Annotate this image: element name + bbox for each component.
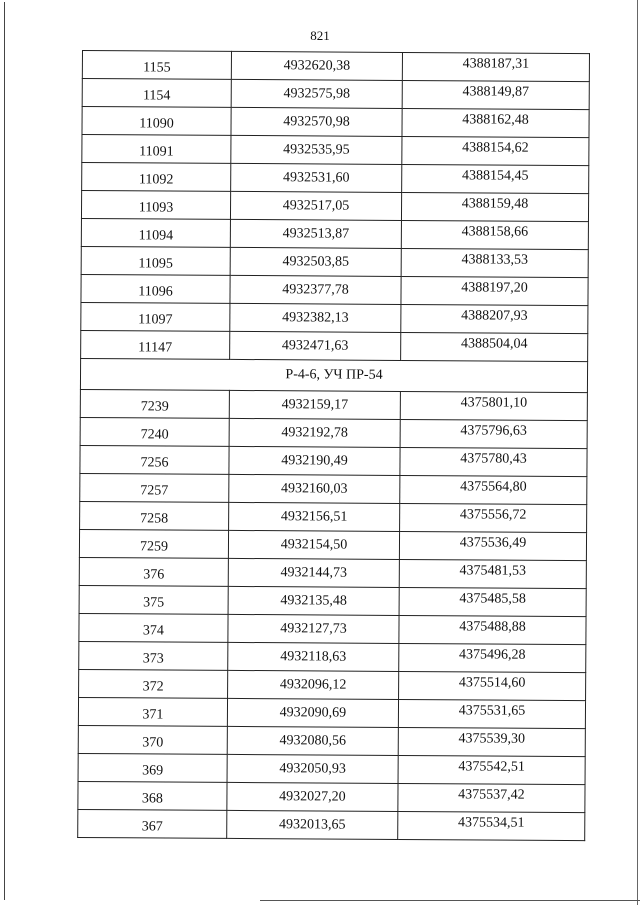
point-number-cell (81, 218, 230, 247)
y-coordinate-value: 4388154,45 (461, 167, 529, 184)
y-coordinate-cell (400, 419, 587, 448)
table-row (78, 725, 585, 756)
y-coordinate-cell (398, 811, 585, 840)
point-number-cell (82, 163, 231, 192)
x-coordinate-value: 4932517,05 (282, 197, 350, 214)
y-coordinate-cell (398, 699, 585, 728)
point-number-cell (81, 302, 230, 331)
x-coordinate-value: 4932620,38 (283, 57, 351, 74)
x-coordinate-value: 4932118,63 (280, 648, 347, 665)
y-coordinate-value: 4388504,04 (460, 335, 528, 352)
y-coordinate-value: 4375534,51 (457, 814, 525, 831)
point-number-value: 374 (142, 622, 165, 639)
point-number-value: 7240 (140, 426, 169, 443)
x-coordinate-cell (229, 418, 400, 447)
y-coordinate-cell (401, 248, 588, 277)
point-number-value: 11096 (138, 283, 173, 300)
x-coordinate-value: 4932160,03 (281, 480, 348, 497)
x-coordinate-value: 4932531,60 (282, 169, 350, 186)
table-row (82, 135, 589, 166)
x-coordinate-cell (230, 331, 401, 360)
x-coordinate-cell (230, 219, 401, 248)
y-coordinate-value: 4375514,60 (458, 674, 526, 691)
section-title: Р-4-6, УЧ ПР-54 (80, 358, 587, 392)
y-coordinate-cell (401, 276, 588, 305)
table-row (80, 417, 587, 448)
y-coordinate-cell (401, 220, 588, 249)
x-coordinate-cell (230, 275, 401, 304)
point-number-value: 11093 (138, 199, 174, 216)
point-number-cell (81, 274, 230, 303)
x-coordinate-cell (230, 191, 401, 220)
point-number-cell (78, 697, 227, 726)
x-coordinate-value: 4932570,98 (283, 113, 350, 130)
x-coordinate-value: 4932144,73 (280, 564, 348, 581)
y-coordinate-value: 4375531,65 (458, 702, 526, 719)
point-number-value: 367 (141, 818, 163, 835)
y-coordinate-cell (398, 727, 585, 756)
y-coordinate-cell (399, 531, 586, 560)
point-number-cell (80, 417, 229, 446)
x-coordinate-value: 4932050,93 (279, 760, 346, 777)
x-coordinate-value: 4932377,78 (282, 281, 349, 298)
table-row (81, 218, 588, 249)
point-number-cell (78, 809, 227, 838)
x-coordinate-value: 4932013,65 (278, 816, 346, 833)
point-number-cell (82, 79, 231, 108)
x-coordinate-cell (231, 79, 402, 108)
point-number-value: 375 (143, 594, 165, 611)
x-coordinate-cell (230, 303, 401, 332)
x-coordinate-value: 4932190,49 (281, 452, 348, 469)
x-coordinate-cell (227, 782, 398, 811)
x-coordinate-cell (230, 247, 401, 276)
point-number-cell (79, 529, 228, 558)
table-row (81, 246, 588, 277)
table-row (80, 501, 587, 532)
y-coordinate-value: 4375485,58 (459, 590, 526, 607)
x-coordinate-cell (231, 107, 402, 136)
y-coordinate-cell (400, 503, 587, 532)
y-coordinate-value: 4375796,63 (460, 422, 527, 439)
point-number-cell (80, 445, 229, 474)
y-coordinate-cell (400, 475, 587, 504)
x-coordinate-cell (228, 586, 399, 615)
coordinates-table-wrapper (77, 50, 586, 841)
x-coordinate-cell (231, 135, 402, 164)
table-row (79, 529, 586, 560)
x-coordinate-cell (227, 754, 398, 783)
x-coordinate-cell (228, 530, 399, 559)
x-coordinate-value: 4932503,85 (282, 253, 350, 270)
table-row (80, 473, 587, 504)
y-coordinate-cell (399, 587, 586, 616)
table-row (79, 557, 586, 588)
section-header-row (80, 358, 587, 392)
point-number-cell (78, 725, 227, 754)
scan-edge-bottom (260, 900, 640, 901)
y-coordinate-value: 4388187,31 (462, 55, 530, 72)
point-number-value: 11095 (138, 255, 173, 272)
y-coordinate-value: 4388149,87 (462, 83, 530, 100)
y-coordinate-value: 4375481,53 (459, 562, 527, 579)
table-row (79, 641, 586, 672)
point-number-value: 1154 (142, 87, 171, 104)
page-number: 821 (310, 28, 330, 43)
y-coordinate-cell (401, 304, 588, 333)
y-coordinate-cell (402, 108, 589, 137)
x-coordinate-value: 4932382,13 (282, 309, 349, 326)
table-row (81, 191, 588, 222)
x-coordinate-cell (229, 474, 400, 503)
y-coordinate-cell (402, 52, 589, 81)
point-number-value: 11147 (138, 339, 173, 356)
x-coordinate-value: 4932471,63 (281, 337, 349, 354)
y-coordinate-cell (400, 447, 587, 476)
point-number-cell (78, 781, 227, 810)
x-coordinate-value: 4932575,98 (283, 85, 351, 102)
point-number-cell (82, 135, 231, 164)
x-coordinate-cell (231, 51, 402, 80)
x-coordinate-value: 4932127,73 (280, 620, 347, 637)
table-row (78, 753, 585, 784)
y-coordinate-cell (399, 671, 586, 700)
y-coordinate-cell (399, 615, 586, 644)
table-row (79, 613, 586, 644)
point-number-cell (79, 641, 228, 670)
point-number-cell (82, 51, 231, 80)
x-coordinate-cell (228, 614, 399, 643)
y-coordinate-cell (399, 643, 586, 672)
y-coordinate-value: 4388154,62 (462, 139, 529, 156)
table-row (80, 389, 587, 420)
x-coordinate-value: 4932192,78 (281, 424, 348, 441)
y-coordinate-cell (398, 755, 585, 784)
point-number-cell (79, 613, 228, 642)
x-coordinate-cell (227, 810, 398, 839)
point-number-value: 7257 (140, 482, 169, 499)
y-coordinate-value: 4388159,48 (461, 195, 529, 212)
point-number-value: 11097 (138, 311, 173, 328)
table-row (82, 163, 589, 194)
point-number-value: 11091 (139, 143, 174, 160)
y-coordinate-cell (401, 332, 588, 361)
point-number-cell (81, 330, 230, 359)
point-number-value: 371 (142, 706, 164, 723)
table-row (78, 697, 585, 728)
scan-edge-left (4, 2, 5, 900)
coordinates-table (77, 50, 590, 841)
y-coordinate-value: 4388158,66 (461, 223, 529, 240)
x-coordinate-value: 4932027,20 (279, 788, 346, 805)
y-coordinate-cell (401, 192, 588, 221)
table-row (82, 107, 589, 138)
point-number-cell (80, 501, 229, 530)
point-number-cell (81, 246, 230, 275)
x-coordinate-value: 4932080,56 (279, 732, 347, 749)
point-number-value: 368 (141, 790, 163, 807)
x-coordinate-value: 4932135,48 (280, 592, 347, 609)
point-number-value: 11090 (139, 115, 174, 132)
y-coordinate-value: 4375536,49 (459, 534, 527, 551)
point-number-cell (79, 669, 228, 698)
y-coordinate-cell (402, 164, 589, 193)
y-coordinate-value: 4375539,30 (458, 730, 526, 747)
point-number-cell (82, 107, 231, 136)
table-row (82, 79, 589, 110)
y-coordinate-value: 4375801,10 (460, 394, 528, 411)
y-coordinate-value: 4388133,53 (461, 251, 529, 268)
point-number-value: 376 (143, 566, 165, 583)
y-coordinate-value: 4388207,93 (461, 307, 528, 324)
x-coordinate-cell (229, 502, 400, 531)
y-coordinate-cell (402, 80, 589, 109)
table-row (79, 669, 586, 700)
y-coordinate-value: 4375564,80 (460, 478, 527, 495)
x-coordinate-value: 4932159,17 (281, 396, 349, 413)
table-row (79, 585, 586, 616)
x-coordinate-cell (229, 390, 400, 419)
coordinates-table-body (78, 51, 590, 841)
point-number-value: 373 (142, 650, 164, 667)
point-number-value: 370 (142, 734, 164, 751)
table-row (78, 781, 585, 812)
x-coordinate-value: 4932535,95 (283, 141, 350, 158)
table-row (81, 302, 588, 333)
table-row (81, 330, 588, 361)
point-number-cell (81, 191, 230, 220)
x-coordinate-value: 4932513,87 (282, 225, 350, 242)
x-coordinate-value: 4932154,50 (280, 536, 348, 553)
y-coordinate-value: 4375488,88 (459, 618, 526, 635)
point-number-value: 7256 (140, 454, 169, 471)
y-coordinate-value: 4388162,48 (462, 111, 529, 128)
x-coordinate-cell (227, 726, 398, 755)
scan-edge-right (637, 0, 638, 905)
point-number-value: 7258 (140, 510, 169, 527)
y-coordinate-value: 4388197,20 (461, 279, 528, 296)
x-coordinate-value: 4932090,69 (279, 704, 347, 721)
point-number-cell (78, 753, 227, 782)
x-coordinate-cell (231, 163, 402, 192)
point-number-value: 7259 (139, 538, 169, 555)
x-coordinate-cell (227, 698, 398, 727)
y-coordinate-cell (398, 783, 585, 812)
point-number-value: 1155 (143, 59, 171, 76)
point-number-value: 7239 (140, 398, 169, 415)
y-coordinate-cell (400, 391, 587, 420)
table-row (78, 809, 585, 840)
x-coordinate-cell (228, 558, 399, 587)
y-coordinate-cell (402, 136, 589, 165)
point-number-value: 11094 (138, 227, 174, 244)
x-coordinate-cell (228, 670, 399, 699)
x-coordinate-cell (229, 446, 400, 475)
y-coordinate-value: 4375537,42 (458, 786, 525, 803)
y-coordinate-cell (399, 559, 586, 588)
table-row (80, 445, 587, 476)
point-number-cell (79, 585, 228, 614)
point-number-value: 372 (142, 678, 164, 695)
x-coordinate-cell (228, 642, 399, 671)
x-coordinate-value: 4932156,51 (280, 508, 348, 525)
point-number-cell (80, 389, 229, 418)
point-number-cell (80, 473, 229, 502)
table-row (82, 51, 589, 82)
y-coordinate-value: 4375780,43 (460, 450, 527, 467)
y-coordinate-value: 4375556,72 (459, 506, 527, 523)
y-coordinate-value: 4375542,51 (458, 758, 525, 775)
table-row (81, 274, 588, 305)
point-number-value: 369 (142, 762, 164, 779)
point-number-cell (79, 557, 228, 586)
point-number-value: 11092 (138, 171, 174, 188)
x-coordinate-value: 4932096,12 (279, 676, 347, 693)
y-coordinate-value: 4375496,28 (459, 646, 526, 663)
